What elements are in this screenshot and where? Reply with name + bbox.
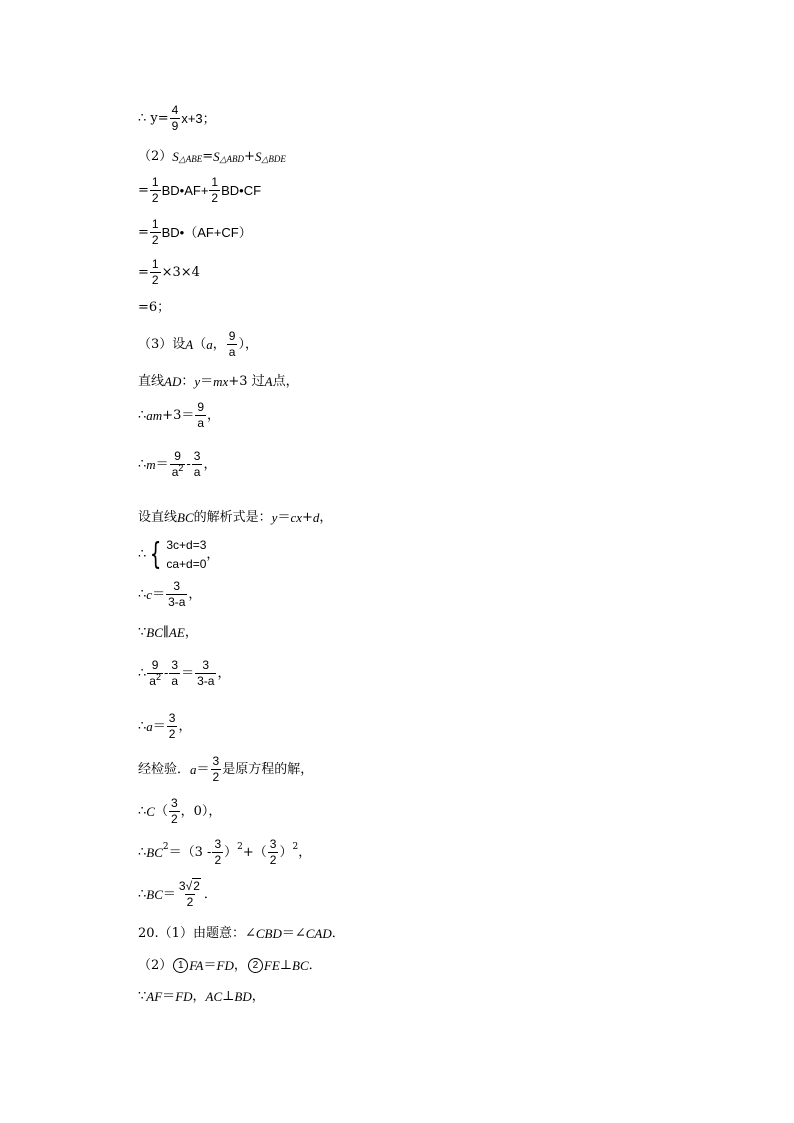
text: ， — [188, 587, 202, 603]
text: （2） — [138, 958, 173, 973]
angle-label: CBD — [255, 926, 282, 941]
equals: ＝ — [200, 374, 214, 389]
text: （2） — [138, 149, 173, 164]
denominator: 2 — [151, 191, 159, 206]
equals: ＝ — [152, 587, 166, 603]
line-17 — [138, 755, 313, 784]
text: ， — [251, 989, 265, 1004]
line-18 — [138, 797, 221, 826]
line-21 — [138, 927, 345, 940]
text: 设直线 — [138, 510, 178, 525]
numerator: 3 — [214, 837, 222, 851]
text: ， — [319, 510, 333, 525]
fraction — [177, 880, 203, 909]
line-3 — [138, 176, 261, 205]
fraction — [209, 176, 220, 205]
line-14 — [138, 626, 198, 639]
equals: ＝ — [196, 762, 210, 778]
text: 的解析式是： — [193, 510, 272, 525]
text: ＝∠ — [281, 926, 306, 941]
variable: mx — [213, 374, 229, 389]
text: ＝（3 - — [168, 845, 212, 861]
line-23 — [138, 990, 265, 1003]
line-22 — [138, 958, 322, 973]
variable: BD — [234, 989, 252, 1004]
fraction — [167, 712, 178, 741]
equals: ＝ — [155, 457, 169, 473]
line-7 — [138, 330, 258, 359]
text: +（ — [242, 845, 267, 861]
denominator: 9 — [171, 119, 179, 134]
numerator: 9 — [197, 400, 205, 414]
minus: - — [186, 457, 191, 473]
fraction — [170, 104, 181, 133]
variable: a — [190, 762, 197, 778]
denominator: 2 — [214, 853, 222, 868]
numerator: 3 — [173, 579, 181, 593]
point-label: A — [264, 374, 273, 389]
fraction — [192, 450, 203, 479]
text: BD•AF+ — [161, 183, 209, 199]
denominator: 2 — [211, 191, 219, 206]
area-symbol: S — [172, 149, 179, 164]
text: ）， — [238, 337, 258, 353]
numerator: 3 — [202, 658, 210, 672]
equals: ＝ — [162, 887, 176, 903]
numerator: 9 — [174, 449, 181, 463]
numerator: 1 — [151, 217, 159, 231]
variable: cx — [290, 510, 302, 525]
text: ∴ — [138, 719, 147, 735]
numerator: 1 — [151, 257, 159, 271]
exponent: 2 — [178, 463, 184, 474]
fraction — [195, 659, 216, 688]
variable: d — [312, 510, 320, 525]
variable: AD — [164, 374, 182, 389]
radicand: 2 — [193, 879, 200, 893]
text: ， — [178, 719, 192, 735]
fraction — [195, 401, 206, 430]
variable: BC — [146, 887, 163, 903]
numerator: 9 — [228, 329, 236, 343]
plus: + — [244, 149, 255, 164]
text: ） — [279, 845, 293, 861]
numerator: 9 — [151, 658, 159, 672]
fraction — [169, 659, 180, 688]
text: ∴ — [138, 804, 147, 820]
text: ， — [184, 625, 198, 640]
left-brace: { — [150, 537, 162, 573]
equals: ＝ — [277, 510, 291, 525]
text: +3＝ — [162, 408, 195, 424]
text: ×3×4 — [161, 265, 200, 281]
text: 是原方程的解， — [222, 762, 314, 778]
fraction — [169, 797, 180, 826]
equation-system — [166, 536, 206, 573]
perpendicular-symbol: ⊥ — [279, 958, 292, 973]
text: 20.（1）由题意：∠ — [138, 926, 256, 941]
variable: AF — [146, 989, 163, 1004]
denominator — [170, 464, 186, 479]
text: ） — [224, 845, 238, 861]
text: +3 过 — [228, 374, 265, 389]
variable: y — [271, 510, 278, 525]
angle-label: CAD — [305, 926, 332, 941]
area-symbol: S — [254, 149, 262, 164]
text: ． — [331, 926, 345, 941]
denominator: a — [197, 416, 205, 431]
variable: FA — [189, 958, 204, 973]
minus: - — [163, 666, 169, 682]
line-12 — [138, 536, 219, 573]
text: （ — [154, 804, 168, 820]
variable: m — [146, 457, 156, 473]
text: ∴ — [138, 408, 147, 424]
exponent: 2 — [155, 672, 161, 683]
fraction — [166, 580, 187, 609]
plus: + — [302, 510, 313, 525]
fraction — [268, 838, 279, 867]
exponent: 2 — [162, 842, 169, 853]
variable: a — [146, 719, 153, 735]
variable: FD — [175, 989, 193, 1004]
variable: am — [146, 408, 163, 424]
text: ∴ y= — [138, 111, 169, 127]
line-16 — [138, 712, 192, 741]
denominator: 2 — [151, 233, 159, 248]
equation-row: ca+d=0 — [166, 556, 207, 571]
equals: = — [138, 265, 149, 281]
text: ∴ — [138, 887, 147, 903]
variable: BC — [146, 625, 163, 640]
coefficient: 3 — [178, 879, 186, 893]
variable: y — [194, 374, 201, 389]
sqrt-sign: √ — [185, 879, 193, 893]
text: ∴ — [138, 457, 147, 473]
denominator: 2 — [151, 273, 159, 288]
denominator — [147, 673, 163, 688]
text: 经检验． — [138, 762, 191, 778]
line-11 — [138, 511, 332, 524]
fraction — [150, 218, 161, 247]
text: ， — [233, 958, 247, 973]
text: ． — [203, 887, 217, 903]
text: ． — [308, 958, 322, 973]
line-9 — [138, 401, 220, 430]
variable: BC — [292, 958, 309, 973]
equals: = — [202, 149, 214, 164]
line-10 — [138, 450, 217, 479]
numerator: 1 — [151, 175, 159, 189]
numerator: 3 — [269, 837, 277, 851]
area-symbol: S — [213, 149, 220, 164]
equals: = — [138, 225, 149, 241]
numerator: 4 — [171, 103, 179, 117]
denominator: 3-a — [168, 595, 186, 610]
line-20 — [138, 880, 217, 909]
denominator: 2 — [170, 812, 178, 827]
equals: ＝ — [181, 666, 195, 682]
parallel-symbol: ∥ — [162, 625, 169, 640]
text: ，0）， — [180, 804, 222, 820]
fraction — [147, 659, 163, 688]
point-label: A — [185, 337, 194, 353]
text: x+3； — [181, 111, 216, 127]
variable: BC — [177, 510, 194, 525]
denominator: 3-a — [197, 674, 215, 689]
equals: ＝ — [162, 989, 176, 1004]
variable: AE — [168, 625, 185, 640]
text: ： — [181, 374, 195, 389]
text: ∵ — [138, 625, 147, 640]
variable: FE — [263, 958, 280, 973]
variable: FD — [216, 958, 234, 973]
circled-number: 2 — [248, 958, 263, 973]
subscript: △BDE — [261, 154, 286, 164]
denominator: 2 — [269, 853, 277, 868]
numerator — [177, 880, 203, 894]
text: ∴ — [138, 587, 147, 603]
subscript: △ABE — [178, 154, 203, 164]
numerator: 3 — [212, 754, 220, 768]
fraction — [212, 838, 223, 867]
denominator: a — [171, 674, 179, 689]
text: （ — [193, 337, 207, 353]
variable: AC — [205, 989, 223, 1004]
text: ∵ — [138, 989, 147, 1004]
text: ∴ — [138, 845, 147, 861]
text: ∴ — [138, 666, 147, 682]
text: ， — [217, 666, 231, 682]
line-5 — [138, 258, 200, 287]
text: BD•CF — [221, 183, 262, 199]
text: ， — [192, 989, 206, 1004]
numerator: 3 — [171, 658, 179, 672]
text: ， — [298, 845, 312, 861]
line-2 — [138, 150, 286, 163]
line-6 — [138, 301, 170, 314]
perpendicular-symbol: ⊥ — [222, 989, 235, 1004]
text: 点， — [272, 374, 299, 389]
fraction — [150, 176, 161, 205]
circled-number: 1 — [173, 958, 188, 973]
equals: = — [138, 183, 149, 199]
equals: ＝ — [152, 719, 166, 735]
text: ， — [207, 408, 221, 424]
base: a — [171, 465, 179, 480]
fraction — [211, 755, 222, 784]
line-8 — [138, 375, 299, 388]
fraction — [227, 330, 238, 359]
variable: BC — [146, 845, 163, 861]
line-4 — [138, 218, 252, 247]
numerator: 1 — [211, 175, 219, 189]
equation-row: 3c+d=3 — [166, 538, 207, 552]
text: ， — [206, 547, 220, 563]
line-13 — [138, 580, 201, 609]
subscript: △ABD — [219, 154, 245, 164]
line-15 — [138, 659, 230, 688]
denominator: 2 — [212, 770, 220, 785]
denominator: a — [228, 345, 236, 360]
variable: a — [206, 337, 213, 353]
fraction — [150, 258, 161, 287]
text: 直线 — [138, 374, 165, 389]
denominator: 2 — [168, 727, 176, 742]
numerator: 3 — [193, 449, 201, 463]
exponent: 2 — [292, 842, 299, 853]
text: （3）设 — [138, 337, 186, 353]
base: a — [149, 674, 156, 689]
denominator: a — [193, 465, 201, 480]
exponent: 2 — [237, 842, 243, 853]
text: ∴ — [138, 547, 147, 563]
text: ， — [212, 337, 226, 353]
equals: ＝ — [203, 958, 217, 973]
text: =6； — [138, 300, 171, 315]
numerator: 3 — [170, 796, 178, 810]
text: BD•（AF+CF） — [161, 225, 252, 241]
line-19 — [138, 838, 311, 867]
denominator: 2 — [186, 895, 194, 910]
line-1 — [138, 104, 216, 133]
fraction — [170, 450, 186, 479]
variable: c — [146, 587, 153, 603]
numerator: 3 — [168, 711, 176, 725]
text: ， — [203, 457, 217, 473]
point-label: C — [146, 804, 155, 820]
